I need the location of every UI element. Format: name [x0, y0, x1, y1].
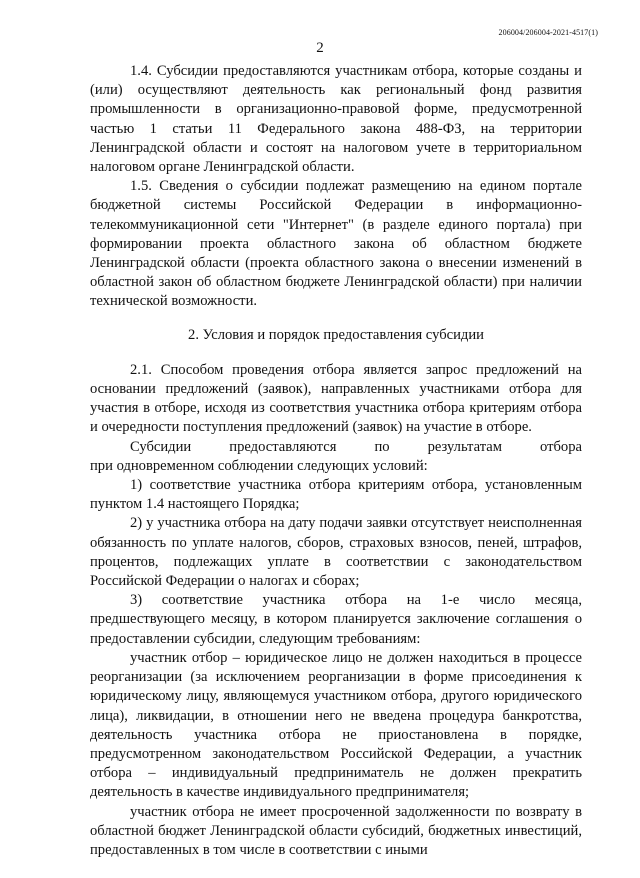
- section-heading: 2. Условия и порядок предоставления субсидии: [188, 326, 484, 343]
- paragraph-1-4: 1.4. Субсидии предоставляются участникам отбора, которые созданы и (или) осуществляют деятельность как региональный фонд развития промышленности в организационно-правовой форме, предусмотренной частью 1 статьи 11 Федерального закона 488-ФЗ, на территории Ленинградской области и состоят на налоговом учете в территориальном налоговом органе Ленинградской области.: [90, 63, 582, 176]
- page-number: 2: [316, 40, 324, 56]
- paragraph-2-1: 2.1. Способом проведения отбора является запрос предложений на основании предложений (заявок), направленных участниками отбора для участия в отборе, исходя из соответствия участника отбора критериям отбора и очередности поступления предложений (заявок) на участие в отборе.: [90, 361, 582, 436]
- condition-2: 2) у участника отбора на дату подачи заявки отсутствует неисполненная обязанность по уплате налогов, сборов, страховых взносов, пеней, штрафов, процентов, подлежащих уплате в соответствии с законодательством Российской Федерации о налогах и сборах;: [90, 515, 582, 590]
- paragraph-1-5: 1.5. Сведения о субсидии подлежат размещению на едином портале бюджетной системы Российской Федерации в информационно-телекоммуникационной сети "Интернет" (в разделе единого портала) при формировании проекта областного закона об областном бюджете Ленинградской области (проекта областного закона о внесении изменений в областной закон об областном бюджете Ленинградской области) при наличии технической возможности.: [90, 178, 582, 310]
- condition-1: 1) соответствие участника отбора критериям отбора, установленным пунктом 1.4 настоящего Порядка;: [90, 477, 582, 513]
- document-body: [90, 62, 582, 860]
- condition-3: 3) соответствие участника отбора на 1-е число месяца, предшествующего месяцу, в котором планируется заключение соглашения о предоставлении субсидии, следующим требованиям:: [90, 592, 582, 647]
- requirement-no-reorganization: участник отбор – юридическое лицо не должен находиться в процессе реорганизации (за исключением реорганизации в форме присоединения к юридическому лицу, являющемуся участником отбора, другого юридического лица), ликвидации, в отношении него не введена процедура банкротства, деятельность участника отбора не приостановлена в порядке, предусмотренном законодательством Российской Федерации, а участник отбора – индивидуальный предприниматель не должен прекратить деятельность в качестве индивидуального предпринимателя;: [90, 649, 582, 801]
- document-id: 206004/206004-2021-4517(1): [498, 28, 598, 37]
- paragraph-subsidies-intro: Субсидии предоставляются по результатам отбора: [130, 438, 582, 455]
- paragraph-conditions-intro: при одновременном соблюдении следующих условий:: [90, 457, 428, 474]
- requirement-no-debt: участник отбора не имеет просроченной задолженности по возврату в областной бюджет Ленинградской области субсидий, бюджетных инвестиций, предоставленных в том числе в соответствии с иными: [90, 803, 582, 858]
